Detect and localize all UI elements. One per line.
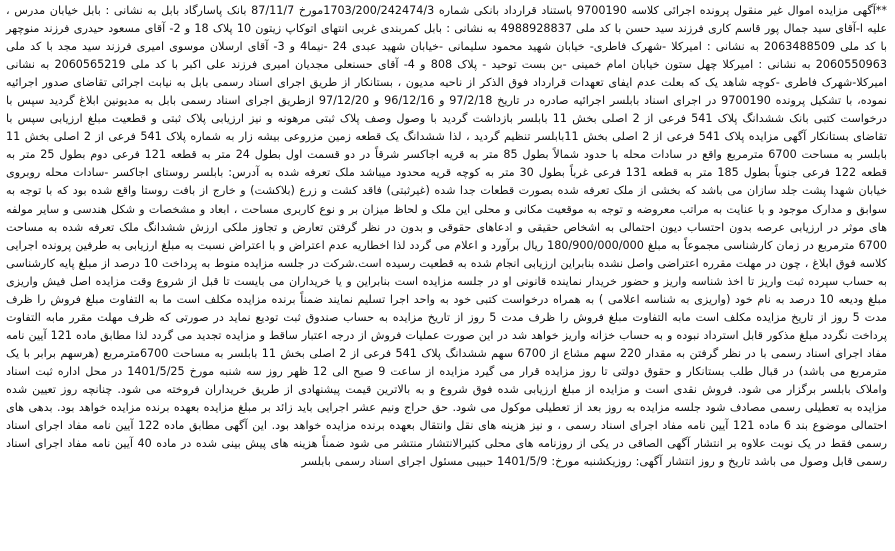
auction-notice (6, 2, 887, 471)
notice-body-text: **آگهی مزایده اموال غیر منقول پرونده اجرائی کلاسه 9700190 باستناد قرارداد بانکی شماره 1703/200/242474/3مورخ 87/11/7 بانک پاسارگاد بابل به نشانی : بابل خیابان مدرس ، علیه ا-آقای سید جمال پور قاسم کاری فرزند سید حسن با کد ملی 4988928837 به نشانی : بابل کمربندی غربی انتهای اتوکاپ زیتون 10 پلاک 18 و 2- آقای مسعود حیدری فرزند منوچهر با کد ملی 2063488509 به نشانی : امیرکلا -شهرک فاطری- خیابان شهید محمود سلیمانی -خیابان شهید عبدی 24 -نیما4 و 3- آقای ارسلان موسوی امیری فرزند سید مجد با کد ملی 2060550963 به نشانی : امیرکلا چهل ستون خیابان امام خمینی -بن بست توحید - پلاک 808 و 4- آقای حسنعلی مجدیان امیری فرزند علی اکبر با کد ملی 2060565219 به نشانی امیرکلا-شهرک فاطری -کوچه شاهد یک که بعلت عدم ایفای تعهدات قرارداد فوق الذکر از ناحیه مدیون ، بستانکار از طریق اجرای اسناد رسمی بابل به نیابت اجرائی تقاضای صدور اجرائیه نموده، با تشکیل پرونده 9700190 در اجرای اسناد بابلسر اجرائیه صادره در تاریخ 97/2/18 و 96/12/16 و 97/12/20 ازطریق اجرای اسناد رسمی بابل به مدیونین ابلاغ گردید سپس با درخواست کتبی بانک ششدانگ پلاک 541 فرعی از 2 اصلی بخش 11 بابلسر بازداشت گردید با وصول وصف پلاک ثبتی مرهونه و نیز ارزیابی پلاک ثبتی و قطعیت مبلغ ارزیابی سپس با تقاضای بستانکار آگهی مزایده پلاک 541 فرعی از 2 اصلی بخش 11بابلسر تنظیم گردید ، لذا ششدانگ یک قطعه زمین مزروعی بیشه زار به شماره پلاک 541 فرعی از 2 اصلی بخش 11 بابلسر به مساحت 6700 مترمربع واقع در سادات محله با حدود شمالاً بطول 85 متر به قریه اجاکسر شرقاً در دو قسمت اول بطول 24 متر به قطعه 121 فرعی دوم بطول 25 متر به قطعه 122 فرعی جنوباً بطول 185 متر به قطعه 131 فرعی غرباً بطول 30 متر به کوچه قریه محدود میباشد ملک تعرفه شده به آدرس: بابلسر روستای اجاکسر -سادات محله روبروی خیابان شهدا پشت جلد سازان می باشد که بخشی از ملک تعرفه شده بصورت قطعات جدا شده (غیرثبتی) فاقد کشت و زرع (بلاکشت) و خارج از بافت روستا واقع شده بود که با توجه به سوابق و مدارک موجود و با عنایت به مراتب معروضه و توجه به موقعیت مکانی و محلی این ملک و لحاظ میزان بر و نوع کاربری مساحت ، ابعاد و مشخصات و شکل هندسی و سایر مولفه های موثر در ارزیابی عرصه بدون احتساب دیون احتمالی به اشخاص حقیقی و ادعاهای حقوقی و بدون در نظر گرفتن تعارض و تجاوز ملکی ارزش ششدانگ ملک تعرفه شده به مساحت 6700 مترمربع در زمان کارشناسی مجموعاً به مبلغ 180/900/000/000 ریال برآورد و اعلام می گردد لذا اخطاریه عدم اعتراض و با اعتراض نسبت به مبلغ ارزیابی به طرفین پرونده اجرایی کلاسه فوق ابلاغ ، چون در مهلت مقرره اعتراضی واصل نشده بنابراین ارزیابی انجام شده به قطعیت رسیده است.شرکت در جلسه مزایده منوط به پرداخت 10 درصد از مبلغ پایه کارشناسی به حساب سپرده ثبت واریز تا اخذ شناسه واریز و حضور خریدار نماینده قانونی او در جلسه مزایده است بنابراین و یا خریداران می بایست تا قبل از شروع وقت مزایده اصل فیش واریزی مبلغ ودیعه 10 درصد به نام خود (واریزی به شناسه اعلامی ) به همراه درخواست کتبی خود به واحد اجرا تسلیم نمایند ضمناً برنده مزایده مکلف است ما به التفاوت مبلغ فروش را ظرف مدت 5 روز از تاریخ مزایده مکلف است مابه التفاوت مبلغ فروش را ظرف مدت 5 روز از تاریخ مزایده به حساب صندوق ثبت تودیع نماید در صورتی که ظرف مهلت مقرر مابه التفاوت پرداخت نگردد مبلغ مذکور قابل استرداد نبوده و به حساب خزانه واریز خواهد شد در این صورت عملیات فروش از درجه اعتبار ساقط و مزایده تجدید می گردد لذا مطابق ماده 121 آیین نامه مفاد اجرای اسناد رسمی با در نظر گرفتن به مقدار 220 سهم مشاع از 6700 سهم ششدانگ پلاک 541 فرعی از 2 اصلی بخش 11 بابلسر به مساحت 6700مترمربع (هرسهم برابر با یک مترمربع می باشد) در قبال طلب بستانکار و حقوق دولتی تا روز مزایده قرار می گیرد مزایده از ساعت 9 صبح الی 12 ظهر روز سه شنبه مورخ 1401/5/25 در محل اداره ثبت اسناد واملاک بابلسر برگزار می شود. فروش نقدی است و مزایده از مبلغ ارزیابی شده فوق شروع و به بالاترین قیمت پیشنهادی از طریق خریداران فروخته می شود. چنانچه روز تعیین شده مزایده به تعطیلی رسمی مصادف شود جلسه مزایده به روز بعد از تعطیلی موکول می شود. حق حراج ونیم عشر اجرایی باید زائد بر مبلغ مزایده بعهده برنده مزایده خواهد بود. بدهی های احتمالی موضوع بند 6 ماده 121 آیین نامه مفاد اجرای اسناد رسمی ، و نیز هزینه های نقل وانتقال بعهده برنده مزایده خواهد بود. این آگهی مطابق ماده 122 آیین نامه مفاد اجرای اسناد رسمی فقط در یک نوبت علاوه بر انتشار آگهی الصاقی در یکی از روزنامه های محلی کثیرالانتشار منتشر می شود ضمناً هزینه های پیش بینی شده در ماده 40 آیین نامه مفاد اجرای اسناد رسمی قابل وصول می باشد تاریخ و روز انتشار آگهی: روزیکشنبه مورخ: 1401/5/9 حبیبی مسئول اجرای اسناد رسمی بابلسر (6, 4, 888, 469)
